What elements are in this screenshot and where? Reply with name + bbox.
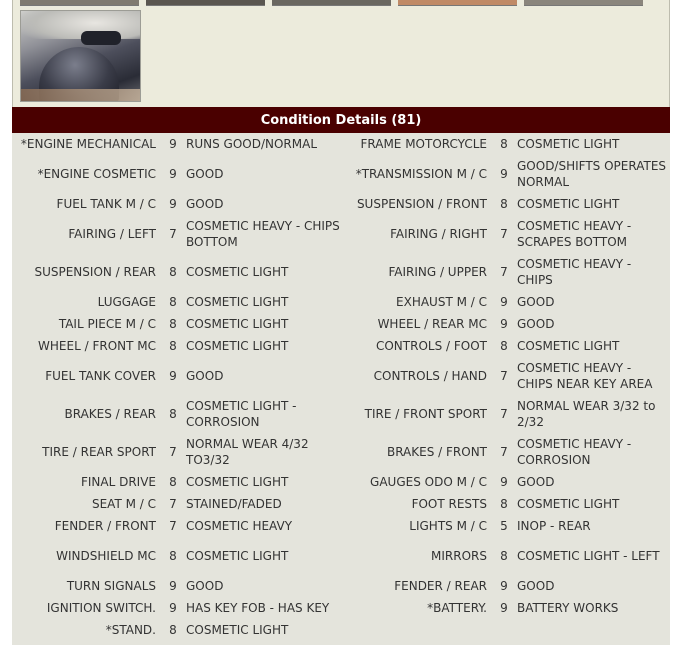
condition-score: 8 xyxy=(169,265,177,279)
table-row xyxy=(12,515,670,537)
condition-score: 8 xyxy=(500,197,508,211)
condition-description: COSMETIC HEAVY - CHIPS NEAR KEY AREA xyxy=(517,361,653,391)
condition-score: 7 xyxy=(500,265,508,279)
condition-score: 9 xyxy=(169,369,177,383)
condition-score: 5 xyxy=(500,519,508,533)
table-row xyxy=(12,537,670,575)
table-row xyxy=(12,433,670,471)
condition-score: 8 xyxy=(500,549,508,563)
condition-score: 7 xyxy=(500,227,508,241)
condition-name: *ENGINE MECHANICAL xyxy=(20,137,156,151)
condition-score: 7 xyxy=(169,445,177,459)
condition-score: 8 xyxy=(169,475,177,489)
condition-description: COSMETIC LIGHT xyxy=(186,265,289,279)
condition-score: 9 xyxy=(500,317,508,331)
condition-description: COSMETIC LIGHT - LEFT xyxy=(517,549,660,563)
condition-name: *STAND. xyxy=(105,623,156,637)
table-row xyxy=(12,291,670,313)
condition-score: 8 xyxy=(169,339,177,353)
condition-name: WHEEL / FRONT MC xyxy=(38,339,156,353)
condition-description: GOOD xyxy=(517,317,555,331)
condition-score: 7 xyxy=(169,227,177,241)
condition-description: COSMETIC LIGHT xyxy=(186,475,289,489)
condition-name: FUEL TANK M / C xyxy=(56,197,156,211)
condition-score: 9 xyxy=(169,137,177,151)
condition-score: 9 xyxy=(500,475,508,489)
condition-score: 8 xyxy=(169,623,177,637)
condition-score: 8 xyxy=(169,549,177,563)
condition-description: COSMETIC HEAVY - CHIPS BOTTOM xyxy=(186,219,340,249)
condition-score: 9 xyxy=(500,167,508,181)
condition-description: GOOD xyxy=(517,475,555,489)
condition-score: 9 xyxy=(169,167,177,181)
condition-description: INOP - REAR xyxy=(517,519,591,533)
condition-description: COSMETIC LIGHT - CORROSION xyxy=(186,399,297,429)
condition-description: COSMETIC HEAVY - SCRAPES BOTTOM xyxy=(517,219,632,249)
condition-score: 8 xyxy=(169,295,177,309)
condition-score: 8 xyxy=(169,317,177,331)
condition-name: LIGHTS M / C xyxy=(409,519,487,533)
table-row xyxy=(12,619,670,641)
condition-score: 9 xyxy=(500,601,508,615)
condition-name: EXHAUST M / C xyxy=(396,295,487,309)
condition-name: TURN SIGNALS xyxy=(66,579,156,593)
condition-name: SUSPENSION / REAR xyxy=(34,265,156,279)
thumbnail-strip[interactable] xyxy=(272,0,391,6)
condition-score: 8 xyxy=(500,339,508,353)
condition-name: FAIRING / LEFT xyxy=(68,227,156,241)
thumbnail-strip[interactable] xyxy=(20,0,139,6)
condition-score: 9 xyxy=(169,197,177,211)
table-row xyxy=(12,493,670,515)
condition-description: COSMETIC LIGHT xyxy=(186,549,289,563)
condition-name: CONTROLS / FOOT xyxy=(375,339,487,353)
table-row xyxy=(12,357,670,395)
condition-name: FRAME MOTORCYCLE xyxy=(360,137,487,151)
condition-description: GOOD xyxy=(186,167,224,181)
table-row xyxy=(12,597,670,619)
condition-description: GOOD xyxy=(186,579,224,593)
photo-gallery xyxy=(12,0,670,107)
condition-score: 8 xyxy=(500,497,508,511)
condition-name: BRAKES / FRONT xyxy=(386,445,487,459)
condition-name: WINDSHIELD MC xyxy=(56,549,156,563)
table-row xyxy=(12,313,670,335)
thumbnail-strip[interactable] xyxy=(398,0,517,6)
condition-score: 7 xyxy=(500,369,508,383)
condition-description: RUNS GOOD/NORMAL xyxy=(186,137,318,151)
condition-name: MIRRORS xyxy=(431,549,487,563)
condition-name: *TRANSMISSION M / C xyxy=(355,167,487,181)
condition-name: FAIRING / UPPER xyxy=(388,265,487,279)
table-row xyxy=(12,471,670,493)
condition-description: NORMAL WEAR 3/32 to 2/32 xyxy=(517,399,656,429)
condition-score: 8 xyxy=(500,137,508,151)
vehicle-detail-panel xyxy=(12,0,670,645)
condition-name: IGNITION SWITCH. xyxy=(46,601,156,615)
condition-description: COSMETIC LIGHT xyxy=(517,339,620,353)
condition-score: 7 xyxy=(500,445,508,459)
condition-description: GOOD xyxy=(186,369,224,383)
condition-name: GAUGES ODO M / C xyxy=(370,475,487,489)
table-row xyxy=(12,395,670,433)
condition-description: COSMETIC LIGHT xyxy=(517,137,620,151)
condition-name: CONTROLS / HAND xyxy=(373,369,487,383)
condition-name: FUEL TANK COVER xyxy=(45,369,156,383)
condition-description: GOOD xyxy=(517,295,555,309)
condition-name: LUGGAGE xyxy=(97,295,156,309)
condition-description: COSMETIC LIGHT xyxy=(186,339,289,353)
condition-description: BATTERY WORKS xyxy=(517,601,619,615)
condition-score: 9 xyxy=(500,295,508,309)
motorcycle-photo[interactable] xyxy=(20,10,141,102)
condition-name: SEAT M / C xyxy=(91,497,156,511)
condition-name: WHEEL / REAR MC xyxy=(377,317,487,331)
condition-name: FENDER / FRONT xyxy=(54,519,156,533)
condition-description: COSMETIC LIGHT xyxy=(186,317,289,331)
condition-name: FINAL DRIVE xyxy=(80,475,156,489)
condition-name: *BATTERY. xyxy=(427,601,487,615)
condition-description: COSMETIC HEAVY - CHIPS xyxy=(517,257,632,287)
condition-name: FENDER / REAR xyxy=(394,579,487,593)
condition-description: COSMETIC HEAVY xyxy=(186,519,293,533)
condition-score: 7 xyxy=(169,497,177,511)
table-row xyxy=(12,193,670,215)
condition-name: TIRE / FRONT SPORT xyxy=(364,407,487,421)
condition-details-header xyxy=(12,107,670,133)
condition-description: COSMETIC LIGHT xyxy=(517,197,620,211)
condition-score: 9 xyxy=(169,601,177,615)
condition-name: SUSPENSION / FRONT xyxy=(356,197,487,211)
condition-score: 7 xyxy=(169,519,177,533)
table-row xyxy=(12,575,670,597)
condition-name: BRAKES / REAR xyxy=(64,407,156,421)
condition-details-title: Condition Details (81) xyxy=(260,112,422,128)
thumbnail-strip[interactable] xyxy=(524,0,643,6)
condition-name: TIRE / REAR SPORT xyxy=(42,445,156,459)
condition-description: HAS KEY FOB - HAS KEY xyxy=(186,601,330,615)
table-row xyxy=(12,215,670,253)
condition-description: NORMAL WEAR 4/32 TO3/32 xyxy=(186,437,309,467)
table-row xyxy=(12,155,670,193)
condition-description: COSMETIC LIGHT xyxy=(186,295,289,309)
condition-score: 9 xyxy=(500,579,508,593)
condition-score: 8 xyxy=(169,407,177,421)
table-row xyxy=(12,335,670,357)
condition-name: FAIRING / RIGHT xyxy=(390,227,487,241)
condition-description: GOOD xyxy=(517,579,555,593)
table-row xyxy=(12,133,670,155)
condition-name: FOOT RESTS xyxy=(411,497,487,511)
condition-score: 7 xyxy=(500,407,508,421)
condition-description: STAINED/FADED xyxy=(186,497,282,511)
condition-description: GOOD xyxy=(186,197,224,211)
table-row xyxy=(12,253,670,291)
condition-name: *ENGINE COSMETIC xyxy=(37,167,156,181)
condition-description: COSMETIC LIGHT xyxy=(517,497,620,511)
condition-name: TAIL PIECE M / C xyxy=(58,317,156,331)
condition-details-table xyxy=(12,133,670,641)
condition-score: 9 xyxy=(169,579,177,593)
thumbnail-strip[interactable] xyxy=(146,0,265,6)
condition-description: COSMETIC LIGHT xyxy=(186,623,289,637)
condition-description: COSMETIC HEAVY - CORROSION xyxy=(517,437,632,467)
condition-description: GOOD/SHIFTS OPERATES NORMAL xyxy=(517,159,667,189)
